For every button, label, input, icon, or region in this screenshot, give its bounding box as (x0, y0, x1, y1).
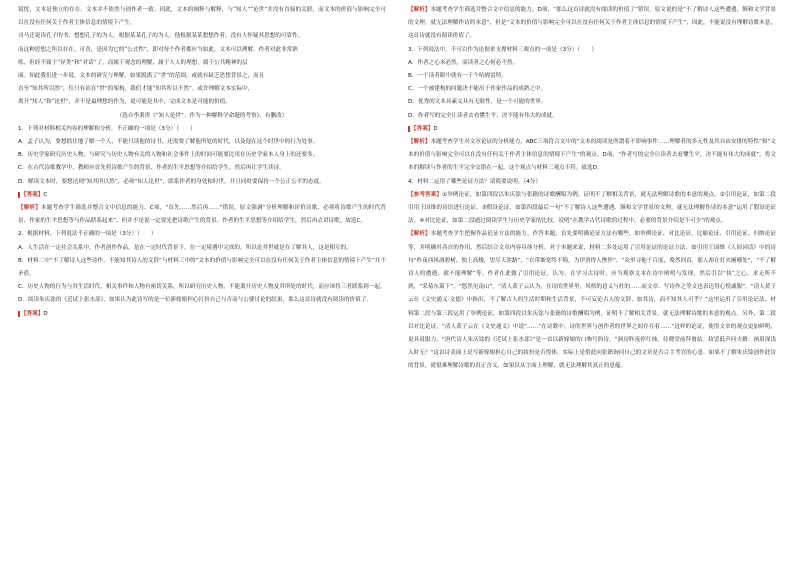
paragraph-text: B．一千读者眼中就有一千个哈姆雷特。 (408, 73, 507, 80)
right-column (408, 4, 776, 374)
paragraph-text: D (43, 310, 48, 317)
answer-tag: 【解析】 (408, 139, 431, 146)
right-paragraph (408, 96, 776, 109)
right-paragraph (408, 57, 776, 70)
left-paragraph (18, 30, 386, 43)
paragraph-text: C．历史人物的行为与其生活时代，相关事件和人物有密切关系，所以研究历史人物，不能离开历史人物及其所处的时代，而应该将三者联系到一起。 (18, 284, 386, 291)
paragraph-text: 练，但经不属于“异类”和“对话”了，而属于观念的理解，属于人人的理想，属于公共精神的层 (18, 59, 248, 66)
left-paragraph (18, 308, 386, 321)
left-paragraph (18, 44, 386, 57)
paragraph-text: A．孟子认为，要想抓住地了解一个人，不能只读他的诗书，还需要了解他所处的时代，以及他在这个时世中的行为处事。 (18, 139, 319, 146)
right-paragraph (408, 123, 776, 136)
left-paragraph (18, 228, 386, 241)
paragraph-text: 3．下列说法中，不可以作为论据来支撑材料三观点的一项是（3分）（ ） (408, 46, 597, 53)
paragraph-text: 本题考查学生对文章论证的分析能力。ABC三项符合文中的“文本的阅读是所謂着不影响事件……理解者的多元性及其自由安排的特性”和“文本的价值与影响完全可以在没有任何关于作者主体信息的情境下产生”的观点。D项，“作者写的完全让读者去看懂生平，决不能有伟大的成就”，将文本的解读与作者的生平完全交错在一起，这个观点与材料三观点不符。故选D。 (408, 139, 776, 172)
right-paragraph (408, 110, 776, 123)
answer-tag: 【解析】 (18, 205, 41, 212)
paragraph-text: D．优秀的文本具素义具有无限性，是一个可能的世界。 (408, 99, 547, 106)
paragraph-text: 司马迁说读孔子的书，想想孔子的为人。根据某某孔子的为人，他根据某某想想作者，没有人怀疑其思想的可靠性。 (18, 33, 304, 40)
right-paragraph (408, 228, 776, 373)
left-paragraph (18, 294, 386, 307)
left-paragraph (18, 70, 386, 83)
answer-tag: 【参考答案】 (408, 191, 443, 198)
left-paragraph (18, 123, 386, 136)
left-paragraph (18, 149, 386, 162)
answer-tag: 【答案】 (408, 126, 433, 132)
left-column (18, 4, 386, 321)
paragraph-text: B．历史学家研究历史人物，与研究与历史人物有关的人物和社会事件上的时间可能要比用在历史学家本人身上的还要多。 (18, 152, 319, 159)
answer-tag: 【答案】 (18, 192, 43, 198)
paragraph-text: 离开“知人”和“论世”，并不是最理想的作为，更可能是其中，完成文本是可能的价值。 (18, 99, 231, 106)
answer-tag: 【解析】 (408, 231, 431, 238)
paragraph-text: C．在古代诗歌教学中，教师应首先将诗歌产生的背景、作者的生平思想等介绍给学生，然后再让学生读诗。 (18, 165, 285, 172)
left-paragraph (18, 136, 386, 149)
paragraph-text: （选自李秉贵《“知人论世”：作为一种解释学命题的考察》，有删改） (116, 112, 288, 119)
paragraph-text: 本题考查学生筛选并整合文中信息的能力。D项，“那么这首诗就没有阅读的价值了”错误，原文说的是“不了解诗人这些遭遇、颠和文学背景的文理，就无法理解作诗的本意”，但是“文本的价值与影响完全可以在没有任何关于作者主体信息的情境下产生”，因此，不能说没有理解诗歌本意，这首诗就没有阅读价值了。 (408, 7, 776, 40)
paragraph-text: 本题考查学生筛选并整合文中信息的能力。C项，“首先……然后再……”错误，原文强调“分析理解和评价诗歌，必须将诗歌产生的时代背景、作家的生平思想等与作品联系起来”，但并不是说一定要先把诗歌产生的背景、作者的生平思想等介绍给学生，然后再去讲诗歌。故选C。 (18, 205, 386, 225)
paragraph-text: 镜忧，文本是独立的存在，文本并不依然与创作者一致。因此，文本的阐释与解释，与“知人”“论世”并没有直接的关联，而文本的价值与影响完全可以在没有任何关于作者主体信息的情境下产生。 (18, 7, 386, 27)
paragraph-text: 2．根据材料，下列说法不正确的一项是（3分）（ ） (18, 231, 157, 238)
right-paragraph (408, 70, 776, 83)
paragraph-text: C．一个被建构的问题决不能出于作家作品的成熟之中。 (408, 86, 547, 93)
paragraph-text: ①举例论证，如第四段以朱庆馀与张籍的诗歌酬唱为例，证明不了解相关背景，就无法理解诗歌的本意的观点。②引用论证，如第二段引用王国维的诗语进行论证。③假设论证，如第四段最后一句“不了解诗人这些遭遇、颠和文学背景的文理，就无法理解作诗的本意”运用了假设论证法。④对比论证，如第二段通过阅读学生与历史学家的比较，说明“在教学古代诗歌的过程中，必要的背景介绍是不可少”的观点。 (408, 191, 776, 225)
paragraph-text: A．人生活在一定社会关系中，作者创作作品，是在一定时代背景下，在一定境遇中完成的，所以论其世就是在了解其人，这是相互的。 (18, 244, 352, 251)
left-paragraph (18, 110, 386, 123)
paragraph-text: 1．下列对材料相关内容的理解和分析，不正确的一项是（3分）（ ） (18, 125, 196, 132)
paragraph-text: A．作者之心未必然，而读者之心何必不然。 (408, 59, 519, 66)
left-paragraph (18, 255, 386, 281)
paragraph-text: 4．材料二运用了哪些论证方法？请简要说明。（4分） (408, 178, 541, 185)
right-paragraph (408, 176, 776, 189)
left-paragraph (18, 242, 386, 255)
left-paragraph (18, 162, 386, 175)
answer-tag: 【解析】 (408, 7, 431, 13)
left-paragraph (18, 83, 386, 96)
paragraph-text: D．解读文本时，要想达到“知其所以然”，必须“知人论世”，联系作者的身处和时世，并且同时要保持一个公正公平的态度。 (18, 178, 325, 185)
paragraph-text: 面。知此我们进一步说，文本的研究与理解，如果脱离了“世”的范围，或就有缺乏思想背景之，而且 (18, 73, 265, 80)
answer-tag: 【答案】 (18, 311, 43, 317)
paragraph-text: D．作者写的完全让读者去看懂生平，决不能有伟大的成就。 (408, 112, 558, 119)
right-paragraph (408, 136, 776, 176)
left-paragraph (18, 57, 386, 70)
left-paragraph (18, 202, 386, 228)
paragraph-text: D (433, 125, 438, 132)
right-paragraph (408, 83, 776, 96)
paragraph-text: 本题考查学生把握作品论证方法的能力。作答本题，首先要明确论证方法有哪些，如举例论证、对比论证、比喻论证、引用论证、归纳论证等，并明确其各自的作用，然后结合文章内容具体分析。对于本题来说，材料二多处运用了引用论证的论证方法，如引用王国维《人间词话》中的诗句“昨夜西风凋碧树，独上高楼，望尽天涯路”，“衣带渐宽终不悔，为伊消得人憔悴”，“众里寻他千百度，蓦然回首，那人却在灯火阑珊处”，“不了解诗人的遭遇，就不能理解”等。作者在此做了引用论证，认为，在学习古诗时，应当观察文本在诗中阐明与发现，然后引以“执”之心，求无所不到，“采菊东篱下”，“悠然见南山”。“清人黄子云认为，在诗的世界里，风格的意义与杜的……而文章、写诗作之等文也表达得心悦诚服”，“清人黄子云在《文史通义·文德》中指出，不了解古人的生活时期和生活背景，不可妄论古人的文辞，如其诗，而不知其人可乎？”这里运用了引用论证法。材料第二段与第三段运用了举例论证，如第四段以朱庆馀与张籍的诗歌酬唱为例，证明不了解相关背景，就无法理解诗歌的本意的观点。另外，第二段以对比论证，“清人黄子云在《文史通义》中说”……“在诗歌中，诗的世界与创作者的世界之间存在着……”这样的论证，使得文章的观点更加鲜明，更具说服力。“唐代诗人朱庆馀的《近试上张水部》”是一首以新嫁娘的口吻写的诗，“洞房昨夜停红烛，待晓堂前拜舅姑。妆罢低声问夫婿：画眉深浅入时无？”这首诗表面上是写新嫁娘担心自己的妆扮是否得体，实际上是借此向张籍询问自己的文章是否合主考官的心意。如果不了解朱庆馀创作此诗的背景，就很难理解诗歌的真正含义，如果仅从字面上理解，就无法理解其真正的意蕴。 (408, 231, 776, 370)
paragraph-text: D．阅读朱庆馀的《近试上张水部》，如果认为此诗写的是一位新嫁娘担心打扮自己与否而与公婆讨论的结果，那么这首诗就没有阅读的价值了。 (18, 297, 372, 304)
paragraph-text: C (43, 191, 48, 198)
left-paragraph (18, 176, 386, 189)
paragraph-text: B．材料二中“不了解诗人这些诗作，不能知其诗人的文辞”与材料三中的“文本的价值与影响完全可以在没有任何关于作者主体信息的情境下产生”并不矛盾。 (18, 257, 386, 278)
right-paragraph (408, 4, 776, 44)
left-paragraph (18, 189, 386, 202)
left-paragraph (18, 281, 386, 294)
left-paragraph (18, 96, 386, 109)
paragraph-text: 直至“知其所以然”，往只有站在“世”的架构，我们才能“知其所以不然”。或许理解文本实际中， (18, 86, 254, 93)
right-paragraph (408, 44, 776, 57)
right-paragraph (408, 189, 776, 229)
left-paragraph (18, 4, 386, 30)
paragraph-text: 而这种思想之所以存在，可喜，是因为它的“公式性”，即对每个作者都应当如此。文本可以理解，作者对此非常熟 (18, 46, 298, 53)
